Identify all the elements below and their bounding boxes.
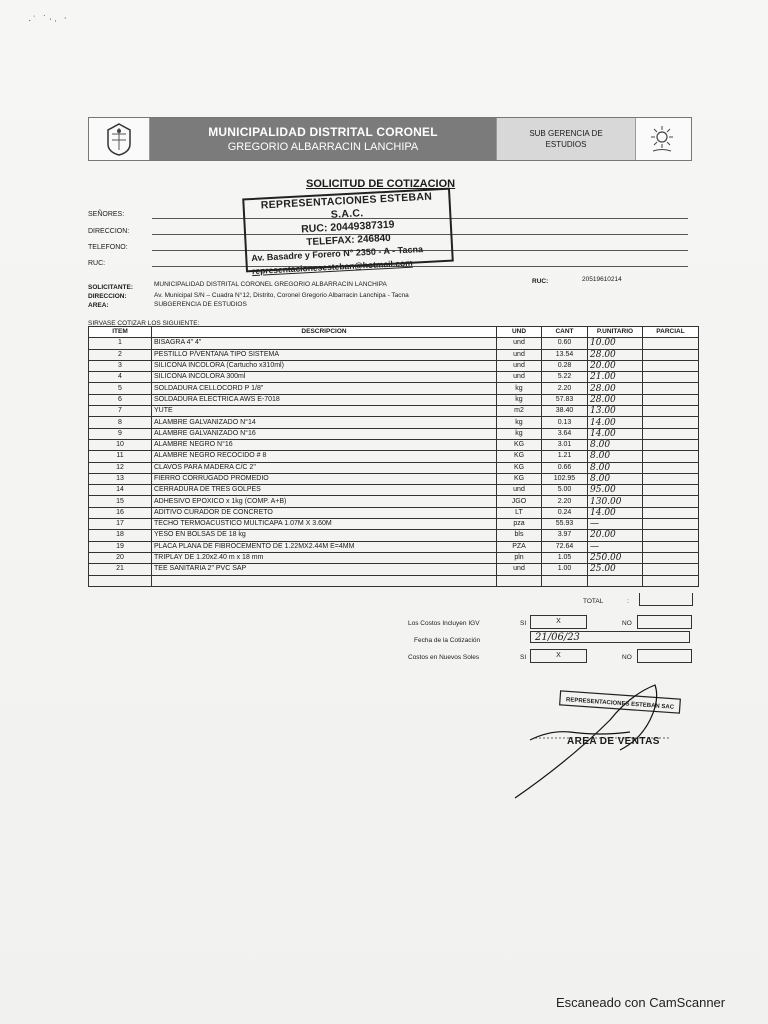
scan-specks: ·˙ ˙·. · <box>27 12 70 27</box>
direccion-info-value: Av. Municipal S/N – Cuadra N°12, Distrito, Coronel Gregorio Albarracin Lanchipa - Tacna <box>154 292 409 299</box>
unit-cell: und <box>497 360 542 371</box>
igv-no-label: NO <box>622 620 632 627</box>
parcial-cell <box>643 417 699 428</box>
unit-price-cell: 21.00 <box>588 372 643 383</box>
unit-cell: pza <box>497 519 542 530</box>
table-row <box>89 496 699 507</box>
unit-cell: PZA <box>497 541 542 552</box>
item-cell: 16 <box>89 507 152 518</box>
parcial-cell <box>643 541 699 552</box>
item-cell: 10 <box>89 439 152 450</box>
unit-cell: kg <box>497 428 542 439</box>
description-cell: TRIPLAY DE 1.20x2.40 m x 18 mm <box>152 552 497 563</box>
item-cell: 21 <box>89 564 152 575</box>
description-cell: PESTILLO P/VENTANA TIPO SISTEMA <box>152 349 497 360</box>
empty-cell <box>643 575 699 586</box>
description-cell: TEE SANITARIA 2" PVC SAP <box>152 564 497 575</box>
solicitante-label: SOLICITANTE: <box>88 284 134 291</box>
unit-cell: m2 <box>497 406 542 417</box>
description-cell: YUTE <box>152 406 497 417</box>
table-row <box>89 360 699 371</box>
description-cell: FIERRO CORRUGADO PROMEDIO <box>152 473 497 484</box>
table-row <box>89 564 699 575</box>
unit-cell: KG <box>497 439 542 450</box>
item-cell: 20 <box>89 552 152 563</box>
empty-cell <box>89 575 152 586</box>
quantity-cell: 72.64 <box>542 541 588 552</box>
quantity-cell: 2.20 <box>542 496 588 507</box>
quantity-cell: 5.00 <box>542 485 588 496</box>
parcial-cell <box>643 552 699 563</box>
table-row <box>89 338 699 349</box>
col-cant-header: CANT <box>542 327 588 338</box>
description-cell: CERRADURA DE TRES GOLPES <box>152 485 497 496</box>
table-row <box>89 394 699 405</box>
ruc-info-value: 20519610214 <box>582 276 622 283</box>
item-cell: 2 <box>89 349 152 360</box>
parcial-cell <box>643 406 699 417</box>
quantity-cell: 102.95 <box>542 473 588 484</box>
description-cell: PLACA PLANA DE FIBROCEMENTO DE 1.22MX2.44M E=4MM <box>152 541 497 552</box>
empty-cell <box>588 575 643 586</box>
soles-si-box: X <box>530 649 587 663</box>
col-parcial-header: PARCIAL <box>643 327 699 338</box>
empty-cell <box>152 575 497 586</box>
col-item-header: ITEM <box>89 327 152 338</box>
parcial-cell <box>643 338 699 349</box>
table-row <box>89 485 699 496</box>
total-value-box <box>639 593 693 606</box>
unit-cell: KG <box>497 451 542 462</box>
unit-cell: bls <box>497 530 542 541</box>
item-cell: 18 <box>89 530 152 541</box>
area-ventas-label: AREA DE VENTAS <box>567 736 660 747</box>
unit-cell: pln <box>497 552 542 563</box>
table-row <box>89 507 699 518</box>
document-title: SOLICITUD DE COTIZACION <box>306 178 456 190</box>
soles-label: Costos en Nuevos Soles <box>408 654 480 661</box>
area-label: AREA: <box>88 302 109 309</box>
empty-cell <box>542 575 588 586</box>
unit-cell: KG <box>497 473 542 484</box>
parcial-cell <box>643 473 699 484</box>
unit-cell: und <box>497 372 542 383</box>
description-cell: YESO EN BOLSAS DE 18 kg <box>152 530 497 541</box>
subgerencia-label: SUB GERENCIA DE ESTUDIOS <box>496 118 636 160</box>
unit-price-cell: 28.00 <box>588 383 643 394</box>
description-cell: CLAVOS PARA MADERA C/C 2" <box>152 462 497 473</box>
description-cell: ALAMBRE NEGRO RECOCIDO # 8 <box>152 451 497 462</box>
quantity-cell: 0.28 <box>542 360 588 371</box>
quantity-cell: 3.97 <box>542 530 588 541</box>
table-row <box>89 439 699 450</box>
unit-price-cell: 14.00 <box>588 428 643 439</box>
parcial-cell <box>643 496 699 507</box>
quantity-cell: 3.64 <box>542 428 588 439</box>
ruc-label: RUC: <box>88 260 106 267</box>
stamp-email: representacionesesteban@hotmail.com <box>251 257 413 277</box>
unit-price-cell: 250.00 <box>588 552 643 563</box>
unit-price-cell: — <box>588 519 643 530</box>
quantity-cell: 0.66 <box>542 462 588 473</box>
document-header <box>88 117 692 161</box>
parcial-cell <box>643 428 699 439</box>
description-cell: BISAGRA 4" 4" <box>152 338 497 349</box>
stamp-telefax: TELEFAX: 246840 <box>306 232 392 249</box>
items-table <box>88 326 699 587</box>
table-row <box>89 462 699 473</box>
quantity-cell: 13.54 <box>542 349 588 360</box>
quantity-cell: 5.22 <box>542 372 588 383</box>
unit-price-cell: — <box>588 541 643 552</box>
unit-price-cell: 14.00 <box>588 417 643 428</box>
unit-cell: kg <box>497 383 542 394</box>
description-cell: ALAMBRE GALVANIZADO N°16 <box>152 428 497 439</box>
quantity-cell: 0.60 <box>542 338 588 349</box>
item-cell: 6 <box>89 394 152 405</box>
unit-cell: JGO <box>497 496 542 507</box>
table-row <box>89 451 699 462</box>
telefono-label: TELEFONO: <box>88 244 128 251</box>
item-cell: 1 <box>89 338 152 349</box>
parcial-cell <box>643 383 699 394</box>
table-header-row <box>89 327 699 338</box>
table-row <box>89 541 699 552</box>
direccion-info-label: DIRECCION: <box>88 293 127 300</box>
municipality-name-line1: MUNICIPALIDAD DISTRITAL CORONEL <box>208 125 438 139</box>
item-cell: 12 <box>89 462 152 473</box>
total-colon: : <box>627 598 629 605</box>
item-cell: 5 <box>89 383 152 394</box>
quantity-cell: 3.01 <box>542 439 588 450</box>
unit-cell: kg <box>497 417 542 428</box>
table-row <box>89 372 699 383</box>
svg-text:REPRESENTACIONES ESTEBAN SAC: REPRESENTACIONES ESTEBAN SAC <box>565 697 675 711</box>
parcial-cell <box>643 349 699 360</box>
parcial-cell <box>643 451 699 462</box>
stamp-ruc: RUC: 20449387319 <box>300 218 395 236</box>
empty-cell <box>497 575 542 586</box>
table-row <box>89 417 699 428</box>
parcial-cell <box>643 485 699 496</box>
table-row-empty <box>89 575 699 586</box>
unit-price-cell: 95.00 <box>588 485 643 496</box>
item-cell: 3 <box>89 360 152 371</box>
igv-no-box <box>637 615 692 629</box>
col-descripcion-header: DESCRIPCION <box>152 327 497 338</box>
item-cell: 8 <box>89 417 152 428</box>
parcial-cell <box>643 530 699 541</box>
description-cell: ALAMBRE GALVANIZADO N°14 <box>152 417 497 428</box>
unit-cell: und <box>497 338 542 349</box>
quantity-cell: 57.83 <box>542 394 588 405</box>
col-und-header: UND <box>497 327 542 338</box>
unit-cell: LT <box>497 507 542 518</box>
item-cell: 15 <box>89 496 152 507</box>
parcial-cell <box>643 564 699 575</box>
table-row <box>89 552 699 563</box>
municipality-name-line2: GREGORIO ALBARRACIN LANCHIPA <box>227 141 419 153</box>
ruc-info-label: RUC: <box>532 278 549 285</box>
parcial-cell <box>643 394 699 405</box>
description-cell: SOLDADURA CELLOCORD P 1/8" <box>152 383 497 394</box>
unit-price-cell: 25.00 <box>588 564 643 575</box>
unit-cell: kg <box>497 394 542 405</box>
soles-no-label: NO <box>622 654 632 661</box>
parcial-cell <box>643 360 699 371</box>
description-cell: TECHO TERMOACUSTICO MULTICAPA 1.07M X 3.60M <box>152 519 497 530</box>
table-row <box>89 473 699 484</box>
item-cell: 17 <box>89 519 152 530</box>
unit-cell: KG <box>497 462 542 473</box>
unit-cell: und <box>497 349 542 360</box>
table-row <box>89 519 699 530</box>
unit-price-cell: 14.00 <box>588 507 643 518</box>
instruction-text: SIRVASE COTIZAR LOS SIGUIENTE: <box>88 320 200 327</box>
igv-si-label: SI <box>520 620 527 627</box>
unit-cell: und <box>497 485 542 496</box>
item-cell: 4 <box>89 372 152 383</box>
supplier-stamp <box>242 188 454 277</box>
quantity-cell: 55.93 <box>542 519 588 530</box>
table-row <box>89 406 699 417</box>
unit-cell: und <box>497 564 542 575</box>
camscanner-watermark: Escaneado con CamScanner <box>556 995 726 1010</box>
items-table-body <box>89 338 699 587</box>
parcial-cell <box>643 519 699 530</box>
area-value: SUBGERENCIA DE ESTUDIOS <box>154 301 247 308</box>
item-cell: 9 <box>89 428 152 439</box>
description-cell: ADITIVO CURADOR DE CONCRETO <box>152 507 497 518</box>
quantity-cell: 1.05 <box>542 552 588 563</box>
description-cell: SILICONA INCOLORA 300ml <box>152 372 497 383</box>
stamp-company: REPRESENTACIONES ESTEBAN S.A.C. <box>260 190 433 221</box>
senores-label: SEÑORES: <box>88 211 125 218</box>
item-cell: 7 <box>89 406 152 417</box>
unit-price-cell: 28.00 <box>588 394 643 405</box>
quantity-cell: 38.40 <box>542 406 588 417</box>
sun-logo <box>636 118 688 160</box>
item-cell: 13 <box>89 473 152 484</box>
description-cell: SOLDADURA ELECTRICA AWS E-7018 <box>152 394 497 405</box>
quantity-cell: 0.24 <box>542 507 588 518</box>
unit-price-cell: 10.00 <box>588 338 643 349</box>
item-cell: 19 <box>89 541 152 552</box>
igv-si-box: X <box>530 615 587 629</box>
stamp-address: Av. Basadre y Forero N° 2350 - A - Tacna <box>251 244 424 264</box>
table-row <box>89 428 699 439</box>
table-row <box>89 383 699 394</box>
description-cell: ALAMBRE NEGRO N°16 <box>152 439 497 450</box>
soles-si-label: SI <box>520 654 527 661</box>
description-cell: SILICONA INCOLORA (Cartucho x310ml) <box>152 360 497 371</box>
igv-label: Los Costos Incluyen IGV <box>408 620 480 627</box>
item-cell: 14 <box>89 485 152 496</box>
municipality-crest-logo <box>89 118 150 160</box>
item-cell: 11 <box>89 451 152 462</box>
quantity-cell: 2.20 <box>542 383 588 394</box>
unit-price-cell: 13.00 <box>588 406 643 417</box>
table-row <box>89 349 699 360</box>
unit-price-cell: 28.00 <box>588 349 643 360</box>
unit-price-cell: 8.00 <box>588 439 643 450</box>
unit-price-cell: 8.00 <box>588 451 643 462</box>
unit-price-cell: 130.00 <box>588 496 643 507</box>
unit-price-cell: 20.00 <box>588 530 643 541</box>
unit-price-cell: 8.00 <box>588 473 643 484</box>
municipality-banner <box>150 118 496 160</box>
solicitante-value: MUNICIPALIDAD DISTRITAL CORONEL GREGORIO ALBARRACIN LANCHIPA <box>154 281 387 288</box>
unit-price-cell: 20.00 <box>588 360 643 371</box>
total-label: TOTAL <box>583 598 604 605</box>
fecha-box: 21/06/23 <box>530 631 690 643</box>
direccion-label: DIRECCION: <box>88 228 130 235</box>
parcial-cell <box>643 507 699 518</box>
fecha-label: Fecha de la Cotización <box>414 637 481 644</box>
description-cell: ADHESIVO EPOXICO x 1kg (COMP. A+B) <box>152 496 497 507</box>
quantity-cell: 0.13 <box>542 417 588 428</box>
parcial-cell <box>643 372 699 383</box>
parcial-cell <box>643 439 699 450</box>
parcial-cell <box>643 462 699 473</box>
unit-price-cell: 8.00 <box>588 462 643 473</box>
quantity-cell: 1.00 <box>542 564 588 575</box>
table-row <box>89 530 699 541</box>
col-punitario-header: P.UNITARIO <box>588 327 643 338</box>
quantity-cell: 1.21 <box>542 451 588 462</box>
soles-no-box <box>637 649 692 663</box>
